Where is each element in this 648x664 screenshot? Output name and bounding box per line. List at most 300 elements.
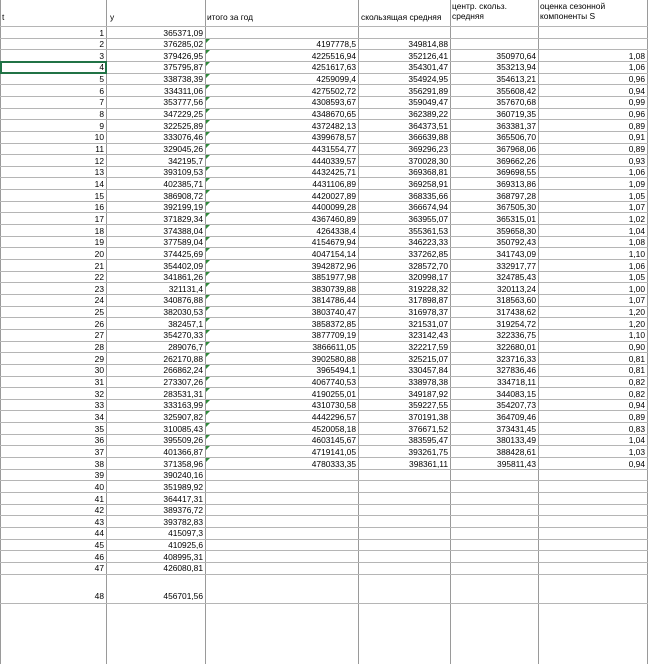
cell-moving-average[interactable]: 362389,22 bbox=[408, 109, 448, 120]
cell-centered-moving-average[interactable] bbox=[452, 516, 536, 528]
cell-t[interactable]: 35 bbox=[94, 423, 104, 434]
cell-t[interactable]: 28 bbox=[94, 342, 104, 353]
cell-centered-moving-average[interactable]: 322680,01 bbox=[496, 342, 536, 353]
cell-y[interactable]: 401366,87 bbox=[163, 446, 203, 457]
cell-centered-moving-average[interactable] bbox=[452, 590, 536, 602]
cell-t[interactable]: 48 bbox=[94, 590, 104, 601]
cell-total[interactable]: 4442296,57 bbox=[311, 411, 356, 422]
cell-centered-moving-average[interactable]: 365506,70 bbox=[496, 132, 536, 143]
cell-seasonal-component[interactable]: 0,89 bbox=[628, 144, 645, 154]
header-total[interactable]: итого за год bbox=[207, 12, 253, 22]
cell-seasonal-component[interactable]: 1,07 bbox=[628, 295, 645, 306]
cell-seasonal-component[interactable]: 0,99 bbox=[628, 97, 645, 108]
cell-centered-moving-average[interactable]: 373431,45 bbox=[496, 423, 536, 434]
cell-moving-average[interactable]: 321531,07 bbox=[408, 318, 448, 329]
cell-seasonal-component[interactable] bbox=[540, 562, 645, 574]
cell-centered-moving-average[interactable]: 322336,75 bbox=[496, 330, 536, 341]
cell-t[interactable]: 40 bbox=[94, 481, 104, 492]
cell-y[interactable]: 273307,26 bbox=[163, 377, 203, 387]
cell-total[interactable]: 4719141,05 bbox=[311, 446, 356, 457]
cell-y[interactable]: 375795,87 bbox=[163, 62, 203, 73]
cell-t[interactable]: 26 bbox=[94, 318, 104, 329]
cell-centered-moving-average[interactable]: 355608,42 bbox=[496, 85, 536, 96]
cell-centered-moving-average[interactable]: 369698,55 bbox=[496, 167, 536, 178]
cell-total[interactable]: 4310730,58 bbox=[311, 400, 356, 411]
cell-total[interactable] bbox=[207, 469, 356, 481]
cell-t[interactable]: 43 bbox=[94, 516, 104, 527]
header-seasonal-component[interactable]: оценка сезонной компоненты S bbox=[540, 1, 606, 21]
cell-seasonal-component[interactable] bbox=[540, 481, 645, 493]
cell-centered-moving-average[interactable] bbox=[452, 469, 536, 481]
cell-y[interactable]: 382457,1 bbox=[168, 318, 203, 329]
cell-centered-moving-average[interactable]: 365315,01 bbox=[496, 213, 536, 224]
cell-centered-moving-average[interactable]: 334718,11 bbox=[497, 377, 536, 387]
cell-centered-moving-average[interactable]: 360719,35 bbox=[496, 109, 536, 120]
cell-seasonal-component[interactable]: 1,06 bbox=[628, 260, 645, 271]
cell-y[interactable]: 340876,88 bbox=[163, 295, 203, 306]
cell-y[interactable]: 329045,26 bbox=[163, 144, 203, 154]
cell-seasonal-component[interactable]: 1,20 bbox=[628, 318, 645, 329]
cell-y[interactable]: 386908,72 bbox=[163, 190, 203, 201]
cell-total[interactable] bbox=[207, 516, 356, 528]
cell-total[interactable]: 4308593,67 bbox=[311, 97, 356, 108]
cell-seasonal-component[interactable]: 1,06 bbox=[628, 167, 645, 178]
cell-seasonal-component[interactable] bbox=[540, 590, 645, 602]
cell-y[interactable]: 456701,56 bbox=[163, 590, 203, 601]
cell-y[interactable]: 364417,31 bbox=[163, 493, 203, 504]
cell-total[interactable]: 3814786,44 bbox=[311, 295, 356, 306]
cell-total[interactable]: 4400099,28 bbox=[311, 202, 356, 213]
cell-total[interactable]: 4264338,4 bbox=[316, 225, 356, 236]
cell-moving-average[interactable] bbox=[360, 516, 448, 528]
cell-t[interactable]: 20 bbox=[94, 248, 104, 259]
cell-centered-moving-average[interactable] bbox=[452, 27, 536, 39]
cell-centered-moving-average[interactable] bbox=[452, 562, 536, 574]
header-centered-moving-average[interactable]: центр. скольз. средняя bbox=[452, 1, 507, 21]
error-indicator-icon bbox=[206, 178, 210, 182]
cell-t[interactable]: 38 bbox=[94, 458, 104, 469]
cell-moving-average[interactable] bbox=[360, 590, 448, 602]
cell-moving-average[interactable]: 366674,94 bbox=[408, 202, 448, 213]
cell-moving-average[interactable]: 323142,43 bbox=[408, 330, 448, 341]
cell-y[interactable]: 353777,56 bbox=[163, 97, 203, 108]
cell-moving-average[interactable]: 352126,41 bbox=[408, 50, 448, 61]
cell-moving-average[interactable] bbox=[360, 562, 448, 574]
cell-moving-average[interactable]: 376671,52 bbox=[408, 423, 448, 434]
cell-moving-average[interactable]: 359227,55 bbox=[408, 400, 448, 411]
cell-y[interactable]: 266862,24 bbox=[163, 365, 203, 376]
cell-total[interactable]: 3830739,88 bbox=[311, 283, 356, 294]
cell-y[interactable]: 310085,43 bbox=[163, 423, 203, 434]
cell-t[interactable]: 16 bbox=[94, 202, 104, 213]
cell-total[interactable]: 4190255,01 bbox=[311, 388, 356, 399]
cell-moving-average[interactable] bbox=[360, 481, 448, 493]
cell-total[interactable]: 4431106,89 bbox=[312, 178, 356, 189]
cell-moving-average[interactable]: 325215,07 bbox=[408, 353, 448, 364]
cell-seasonal-component[interactable]: 1,02 bbox=[628, 213, 645, 224]
cell-seasonal-component[interactable]: 1,05 bbox=[628, 190, 645, 201]
cell-moving-average[interactable]: 363955,07 bbox=[408, 213, 448, 224]
cell-seasonal-component[interactable]: 0,94 bbox=[628, 85, 645, 96]
cell-centered-moving-average[interactable]: 363381,37 bbox=[496, 120, 536, 131]
cell-moving-average[interactable]: 370028,30 bbox=[408, 155, 448, 166]
cell-t[interactable]: 5 bbox=[99, 74, 104, 85]
cell-centered-moving-average[interactable]: 357670,68 bbox=[496, 97, 536, 108]
cell-seasonal-component[interactable]: 1,05 bbox=[628, 272, 645, 283]
cell-moving-average[interactable]: 364373,51 bbox=[408, 120, 448, 131]
cell-centered-moving-average[interactable]: 318563,60 bbox=[496, 295, 536, 306]
cell-t[interactable]: 15 bbox=[94, 190, 104, 201]
cell-total[interactable] bbox=[207, 527, 356, 539]
cell-y[interactable]: 374425,69 bbox=[163, 248, 203, 259]
cell-seasonal-component[interactable]: 0,96 bbox=[628, 109, 645, 120]
cell-y[interactable]: 410925,6 bbox=[168, 540, 203, 551]
cell-centered-moving-average[interactable]: 350970,64 bbox=[496, 50, 536, 61]
cell-t[interactable]: 47 bbox=[94, 563, 104, 574]
cell-seasonal-component[interactable]: 1,07 bbox=[628, 202, 645, 213]
cell-total[interactable]: 4603145,67 bbox=[311, 435, 356, 446]
cell-t[interactable]: 23 bbox=[94, 283, 104, 294]
cell-y[interactable]: 334311,06 bbox=[164, 85, 203, 96]
cell-t[interactable]: 14 bbox=[94, 178, 104, 189]
cell-total[interactable]: 3851977,98 bbox=[311, 272, 356, 283]
cell-centered-moving-average[interactable]: 332917,77 bbox=[496, 260, 536, 271]
cell-seasonal-component[interactable]: 0,91 bbox=[628, 132, 645, 143]
cell-seasonal-component[interactable]: 0,96 bbox=[628, 74, 645, 85]
cell-t[interactable]: 13 bbox=[94, 167, 104, 178]
cell-seasonal-component[interactable] bbox=[540, 516, 645, 528]
cell-centered-moving-average[interactable]: 324785,43 bbox=[496, 272, 536, 283]
cell-seasonal-component[interactable]: 0,81 bbox=[628, 365, 645, 376]
cell-y[interactable]: 262170,88 bbox=[163, 353, 203, 364]
cell-total[interactable]: 4154679,94 bbox=[311, 237, 356, 248]
cell-y[interactable]: 402385,71 bbox=[163, 178, 203, 189]
cell-moving-average[interactable]: 319228,32 bbox=[408, 283, 448, 294]
cell-seasonal-component[interactable] bbox=[540, 539, 645, 551]
cell-moving-average[interactable] bbox=[360, 551, 448, 563]
cell-centered-moving-average[interactable]: 327836,46 bbox=[496, 365, 536, 376]
cell-t[interactable]: 4 bbox=[99, 62, 104, 73]
cell-t[interactable]: 45 bbox=[94, 540, 104, 551]
cell-y[interactable]: 382030,53 bbox=[163, 307, 203, 318]
cell-t[interactable]: 1 bbox=[99, 27, 104, 38]
cell-total[interactable]: 4520058,18 bbox=[311, 423, 356, 434]
cell-centered-moving-average[interactable] bbox=[452, 539, 536, 551]
cell-centered-moving-average[interactable]: 344083,15 bbox=[496, 388, 536, 399]
cell-t[interactable]: 6 bbox=[99, 85, 104, 96]
cell-moving-average[interactable]: 369296,23 bbox=[408, 144, 448, 154]
cell-y[interactable]: 392199,19 bbox=[163, 202, 203, 213]
cell-total[interactable]: 3877709,19 bbox=[311, 330, 356, 341]
cell-t[interactable]: 37 bbox=[94, 446, 104, 457]
cell-seasonal-component[interactable]: 0,81 bbox=[628, 353, 645, 364]
cell-centered-moving-average[interactable]: 323716,33 bbox=[496, 353, 536, 364]
cell-moving-average[interactable]: 316978,37 bbox=[408, 307, 448, 318]
cell-moving-average[interactable]: 322217,59 bbox=[408, 342, 448, 353]
cell-centered-moving-average[interactable]: 320113,24 bbox=[497, 283, 536, 294]
cell-moving-average[interactable]: 330457,84 bbox=[408, 365, 448, 376]
cell-t[interactable]: 30 bbox=[94, 365, 104, 376]
cell-seasonal-component[interactable]: 1,10 bbox=[628, 330, 645, 341]
cell-centered-moving-average[interactable]: 350792,43 bbox=[496, 237, 536, 248]
cell-t[interactable]: 24 bbox=[94, 295, 104, 306]
cell-seasonal-component[interactable] bbox=[540, 551, 645, 563]
cell-total[interactable] bbox=[207, 504, 356, 516]
cell-moving-average[interactable] bbox=[360, 504, 448, 516]
header-t[interactable]: t bbox=[2, 12, 5, 22]
cell-centered-moving-average[interactable] bbox=[452, 493, 536, 505]
cell-total[interactable]: 4367460,89 bbox=[311, 213, 356, 224]
cell-total[interactable]: 3965494,1 bbox=[316, 365, 356, 376]
cell-seasonal-component[interactable]: 0,83 bbox=[628, 423, 645, 434]
cell-y[interactable]: 351989,92 bbox=[163, 481, 203, 492]
cell-centered-moving-average[interactable]: 369662,26 bbox=[496, 155, 536, 166]
cell-centered-moving-average[interactable]: 367968,06 bbox=[496, 144, 536, 154]
cell-seasonal-component[interactable]: 0,82 bbox=[628, 388, 645, 399]
cell-moving-average[interactable]: 337262,85 bbox=[408, 248, 448, 259]
cell-moving-average[interactable]: 346223,33 bbox=[408, 237, 448, 248]
cell-centered-moving-average[interactable]: 388428,61 bbox=[496, 446, 536, 457]
cell-t[interactable]: 18 bbox=[94, 225, 104, 236]
cell-total[interactable]: 4047154,14 bbox=[311, 248, 356, 259]
cell-moving-average[interactable]: 356291,89 bbox=[408, 85, 448, 96]
cell-moving-average[interactable]: 354924,95 bbox=[408, 74, 448, 85]
cell-total[interactable]: 4348670,65 bbox=[311, 109, 356, 120]
cell-total[interactable]: 4431554,77 bbox=[311, 144, 356, 154]
cell-t[interactable]: 25 bbox=[94, 307, 104, 318]
error-indicator-icon bbox=[206, 260, 210, 264]
cell-centered-moving-average[interactable]: 364709,46 bbox=[496, 411, 536, 422]
cell-total[interactable]: 4225516,94 bbox=[311, 50, 356, 61]
cell-seasonal-component[interactable] bbox=[540, 493, 645, 505]
cell-moving-average[interactable]: 359049,47 bbox=[408, 97, 448, 108]
error-indicator-icon bbox=[206, 213, 210, 217]
cell-moving-average[interactable]: 355361,53 bbox=[408, 225, 448, 236]
cell-y[interactable]: 322525,89 bbox=[163, 120, 203, 131]
cell-moving-average[interactable]: 349814,88 bbox=[408, 39, 448, 50]
cell-total[interactable]: 4372482,13 bbox=[311, 120, 356, 131]
cell-moving-average[interactable]: 320998,17 bbox=[408, 272, 448, 283]
cell-y[interactable]: 376285,02 bbox=[163, 39, 203, 50]
cell-centered-moving-average[interactable]: 380133,49 bbox=[496, 435, 536, 446]
cell-total[interactable]: 4275502,72 bbox=[311, 85, 356, 96]
cell-total[interactable]: 3866611,05 bbox=[312, 342, 356, 353]
cell-centered-moving-average[interactable] bbox=[452, 527, 536, 539]
cell-y[interactable]: 347229,25 bbox=[163, 109, 203, 120]
cell-moving-average[interactable] bbox=[360, 539, 448, 551]
cell-t[interactable]: 10 bbox=[94, 132, 104, 143]
cell-centered-moving-average[interactable]: 341743,09 bbox=[496, 248, 536, 259]
cell-moving-average[interactable]: 369368,81 bbox=[408, 167, 448, 178]
cell-t[interactable]: 34 bbox=[94, 411, 104, 422]
cell-seasonal-component[interactable] bbox=[540, 504, 645, 516]
cell-moving-average[interactable]: 383595,47 bbox=[408, 435, 448, 446]
cell-moving-average[interactable]: 369258,91 bbox=[408, 178, 448, 189]
cell-centered-moving-average[interactable]: 354613,21 bbox=[496, 74, 536, 85]
cell-moving-average[interactable] bbox=[360, 527, 448, 539]
cell-moving-average[interactable]: 354301,47 bbox=[408, 62, 448, 73]
cell-t[interactable]: 7 bbox=[99, 97, 104, 108]
cell-moving-average[interactable]: 328572,70 bbox=[408, 260, 448, 271]
cell-t[interactable]: 22 bbox=[94, 272, 104, 283]
header-moving-average[interactable]: скользящая средняя bbox=[361, 12, 442, 22]
cell-centered-moving-average[interactable] bbox=[452, 504, 536, 516]
cell-total[interactable]: 3902580,88 bbox=[311, 353, 356, 364]
cell-seasonal-component[interactable] bbox=[540, 527, 645, 539]
cell-total[interactable] bbox=[207, 27, 356, 39]
cell-y[interactable]: 325907,82 bbox=[163, 411, 203, 422]
cell-seasonal-component[interactable]: 1,04 bbox=[628, 225, 645, 236]
cell-total[interactable]: 3803740,47 bbox=[311, 307, 356, 318]
cell-y[interactable]: 390240,16 bbox=[163, 470, 203, 481]
cell-moving-average[interactable]: 317898,87 bbox=[408, 295, 448, 306]
cell-centered-moving-average[interactable]: 354207,73 bbox=[496, 400, 536, 411]
cell-y[interactable]: 338738,39 bbox=[163, 74, 203, 85]
cell-y[interactable]: 354270,33 bbox=[163, 330, 203, 341]
cell-y[interactable]: 365371,09 bbox=[163, 27, 203, 38]
cell-y[interactable]: 393109,53 bbox=[163, 167, 203, 178]
cell-moving-average[interactable] bbox=[360, 27, 448, 39]
cell-y[interactable]: 393782,83 bbox=[163, 516, 203, 527]
cell-seasonal-component[interactable]: 0,89 bbox=[628, 120, 645, 131]
cell-total[interactable]: 4399678,57 bbox=[311, 132, 356, 143]
cell-total[interactable]: 4440339,57 bbox=[311, 155, 356, 166]
cell-moving-average[interactable]: 368335,66 bbox=[408, 190, 448, 201]
cell-seasonal-component[interactable] bbox=[540, 469, 645, 481]
cell-t[interactable]: 32 bbox=[94, 388, 104, 399]
cell-total[interactable]: 4420027,89 bbox=[311, 190, 356, 201]
cell-moving-average[interactable]: 398361,11 bbox=[409, 458, 448, 469]
cell-t[interactable]: 21 bbox=[94, 260, 104, 271]
cell-total[interactable]: 4251617,63 bbox=[311, 62, 356, 73]
cell-y[interactable]: 389376,72 bbox=[163, 505, 203, 516]
cell-seasonal-component[interactable] bbox=[540, 27, 645, 39]
cell-moving-average[interactable]: 393261,75 bbox=[408, 446, 448, 457]
cell-y[interactable]: 289076,7 bbox=[168, 342, 203, 353]
cell-y[interactable]: 426080,81 bbox=[163, 563, 203, 574]
cell-centered-moving-average[interactable]: 368797,28 bbox=[496, 190, 536, 201]
cell-y[interactable]: 395509,26 bbox=[163, 435, 203, 446]
cell-total[interactable] bbox=[207, 551, 356, 563]
cell-y[interactable]: 374388,04 bbox=[163, 225, 203, 236]
cell-total[interactable]: 4780333,35 bbox=[311, 458, 356, 469]
cell-seasonal-component[interactable] bbox=[540, 38, 645, 50]
cell-y[interactable]: 371358,96 bbox=[163, 458, 203, 469]
cell-total[interactable]: 3942872,96 bbox=[311, 260, 356, 271]
cell-total[interactable] bbox=[207, 539, 356, 551]
cell-t[interactable]: 11 bbox=[95, 144, 104, 154]
cell-y[interactable]: 333163,99 bbox=[163, 400, 203, 411]
cell-y[interactable]: 342195,7 bbox=[168, 155, 203, 166]
cell-y[interactable]: 354402,09 bbox=[163, 260, 203, 271]
cell-moving-average[interactable]: 366639,88 bbox=[408, 132, 448, 143]
cell-seasonal-component[interactable]: 0,93 bbox=[628, 155, 645, 166]
cell-seasonal-component[interactable]: 1,08 bbox=[628, 50, 645, 61]
cell-total[interactable]: 3858372,85 bbox=[311, 318, 356, 329]
cell-y[interactable]: 333076,46 bbox=[163, 132, 203, 143]
cell-y[interactable]: 379426,95 bbox=[163, 50, 203, 61]
error-indicator-icon bbox=[206, 225, 210, 229]
cell-t[interactable]: 33 bbox=[94, 400, 104, 411]
cell-moving-average[interactable] bbox=[360, 493, 448, 505]
cell-centered-moving-average[interactable] bbox=[452, 481, 536, 493]
cell-y[interactable]: 377589,04 bbox=[163, 237, 203, 248]
cell-t[interactable]: 8 bbox=[99, 109, 104, 120]
cell-total[interactable]: 4067740,53 bbox=[311, 377, 356, 387]
cell-total[interactable]: 4197778,5 bbox=[316, 39, 356, 50]
cell-seasonal-component[interactable]: 0,94 bbox=[628, 458, 645, 469]
cell-centered-moving-average[interactable]: 317438,62 bbox=[496, 307, 536, 318]
cell-total[interactable] bbox=[207, 562, 356, 574]
cell-total[interactable] bbox=[207, 493, 356, 505]
cell-t[interactable]: 46 bbox=[94, 551, 104, 562]
cell-t[interactable]: 12 bbox=[94, 155, 104, 166]
cell-t[interactable]: 27 bbox=[94, 330, 104, 341]
error-indicator-icon bbox=[206, 377, 210, 381]
cell-seasonal-component[interactable]: 0,90 bbox=[628, 342, 645, 353]
cell-y[interactable]: 341861,26 bbox=[163, 272, 203, 283]
cell-seasonal-component[interactable]: 1,09 bbox=[628, 178, 645, 189]
error-indicator-icon bbox=[206, 202, 210, 206]
cell-t[interactable]: 3 bbox=[99, 50, 104, 61]
cell-t[interactable]: 39 bbox=[94, 470, 104, 481]
cell-seasonal-component[interactable]: 1,04 bbox=[628, 435, 645, 446]
cell-y[interactable]: 371829,34 bbox=[163, 213, 203, 224]
cell-moving-average[interactable]: 338978,38 bbox=[408, 377, 448, 387]
cell-t[interactable]: 9 bbox=[99, 120, 104, 131]
cell-centered-moving-average[interactable] bbox=[452, 551, 536, 563]
cell-seasonal-component[interactable]: 1,10 bbox=[628, 248, 645, 259]
cell-total[interactable]: 4432425,71 bbox=[311, 167, 356, 178]
cell-y[interactable]: 415097,3 bbox=[168, 528, 203, 539]
cell-moving-average[interactable] bbox=[360, 469, 448, 481]
cell-moving-average[interactable]: 349187,92 bbox=[408, 388, 448, 399]
cell-centered-moving-average[interactable]: 319254,72 bbox=[496, 318, 536, 329]
cell-seasonal-component[interactable]: 1,20 bbox=[628, 307, 645, 318]
cell-centered-moving-average[interactable]: 369313,86 bbox=[496, 178, 536, 189]
cell-seasonal-component[interactable]: 1,08 bbox=[628, 237, 645, 248]
cell-y[interactable]: 321131,4 bbox=[168, 283, 203, 294]
cell-moving-average[interactable]: 370191,38 bbox=[408, 411, 448, 422]
cell-t[interactable]: 29 bbox=[94, 353, 104, 364]
cell-centered-moving-average[interactable]: 367505,30 bbox=[496, 202, 536, 213]
cell-total[interactable] bbox=[207, 590, 356, 602]
cell-t[interactable]: 17 bbox=[94, 213, 104, 224]
header-y[interactable]: y bbox=[110, 12, 115, 22]
cell-total[interactable]: 4259099,4 bbox=[316, 74, 356, 85]
cell-seasonal-component[interactable]: 0,94 bbox=[628, 400, 645, 411]
cell-total[interactable] bbox=[207, 481, 356, 493]
cell-seasonal-component[interactable]: 1,00 bbox=[628, 283, 645, 294]
cell-t[interactable]: 19 bbox=[94, 237, 104, 248]
cell-t[interactable]: 41 bbox=[94, 493, 104, 504]
cell-centered-moving-average[interactable]: 395811,43 bbox=[497, 458, 536, 469]
cell-seasonal-component[interactable]: 0,82 bbox=[628, 377, 645, 387]
cell-y[interactable]: 408995,31 bbox=[163, 551, 203, 562]
cell-t[interactable]: 31 bbox=[94, 377, 104, 387]
cell-centered-moving-average[interactable]: 353213,94 bbox=[496, 62, 536, 73]
cell-t[interactable]: 42 bbox=[94, 505, 104, 516]
cell-t[interactable]: 2 bbox=[99, 39, 104, 50]
cell-seasonal-component[interactable]: 1,03 bbox=[628, 446, 645, 457]
cell-seasonal-component[interactable]: 0,89 bbox=[628, 411, 645, 422]
cell-y[interactable]: 283531,31 bbox=[163, 388, 203, 399]
cell-centered-moving-average[interactable] bbox=[452, 38, 536, 50]
cell-t[interactable]: 44 bbox=[94, 528, 104, 539]
cell-t[interactable]: 36 bbox=[94, 435, 104, 446]
cell-centered-moving-average[interactable]: 359658,30 bbox=[496, 225, 536, 236]
cell-seasonal-component[interactable]: 1,06 bbox=[628, 62, 645, 73]
